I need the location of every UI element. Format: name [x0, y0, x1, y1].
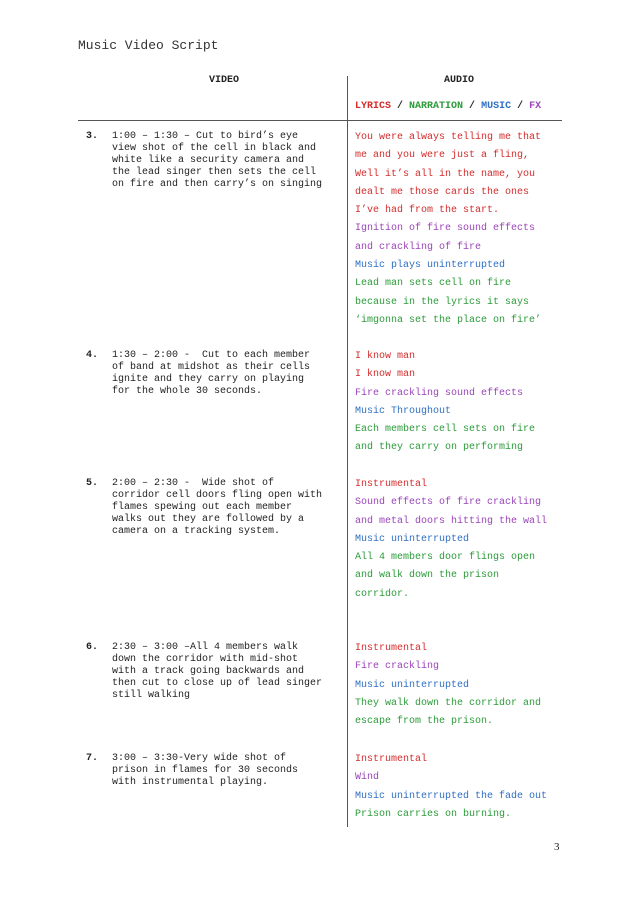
- audio-line-fx: Ignition of fire sound effects: [355, 223, 536, 235]
- document-title: Music Video Script: [78, 38, 219, 53]
- audio-color-legend: [355, 101, 541, 112]
- audio-line-fx: and metal doors hitting the wall: [355, 515, 548, 527]
- legend-part: /: [511, 101, 530, 112]
- row-number: 4.: [86, 350, 99, 361]
- audio-line-narration: Each members cell sets on fire: [355, 424, 536, 436]
- audio-lines: [355, 348, 565, 458]
- audio-line-narration: because in the lyrics it says: [355, 296, 530, 308]
- audio-line-fx: Fire crackling: [355, 661, 440, 673]
- legend-part: FX: [529, 101, 542, 112]
- audio-line-music: Music plays uninterrupted: [355, 260, 506, 272]
- page-number: 3: [554, 841, 560, 853]
- column-divider: [347, 76, 348, 827]
- audio-line-lyrics: I know man: [355, 369, 416, 381]
- audio-line-lyrics: I know man: [355, 351, 416, 362]
- legend-part: MUSIC: [481, 101, 512, 112]
- audio-line-lyrics: dealt me those cards the ones: [355, 186, 530, 198]
- audio-line-lyrics: me and you were just a fling,: [355, 150, 530, 162]
- audio-line-narration: and walk down the prison: [355, 570, 500, 582]
- audio-line-fx: Sound effects of fire crackling: [355, 497, 542, 509]
- audio-lines: [355, 640, 565, 731]
- audio-line-narration: ‘imgonna set the place on fire’: [355, 314, 542, 326]
- video-description: 1:30 – 2:00 - Cut to each member of band at midshot as their cells ignite and they carry on playing for the whole 30 seconds.: [112, 350, 311, 397]
- audio-lines: [355, 751, 565, 824]
- video-description: 3:00 – 3:30-Very wide shot of prison in flames for 30 seconds with instrumental playing.: [112, 753, 299, 788]
- audio-line-music: Music Throughout: [355, 405, 452, 417]
- audio-line-lyrics: You were always telling me that: [355, 132, 542, 143]
- audio-line-narration: and they carry on performing: [355, 442, 524, 454]
- video-description: 1:00 – 1:30 – Cut to bird’s eye view shot of the cell in black and white like a security camera and the lead singer then sets the cell on fire and then carry’s on singing: [112, 131, 323, 190]
- audio-line-lyrics: Well it’s all in the name, you: [355, 168, 536, 180]
- audio-line-lyrics: Instrumental: [355, 643, 428, 654]
- header-divider: [78, 120, 562, 121]
- audio-line-fx: Fire crackling sound effects: [355, 387, 524, 399]
- audio-line-lyrics: I’ve had from the start.: [355, 205, 500, 217]
- audio-column-header: AUDIO: [444, 75, 475, 86]
- legend-part: LYRICS: [355, 101, 392, 112]
- legend-part: /: [463, 101, 482, 112]
- audio-line-music: Music uninterrupted: [355, 679, 470, 691]
- audio-line-music: Music uninterrupted the fade out: [355, 790, 548, 802]
- audio-line-narration: All 4 members door flings open: [355, 552, 536, 564]
- row-number: 5.: [86, 478, 99, 489]
- audio-lines: [355, 129, 565, 330]
- audio-line-narration: escape from the prison.: [355, 716, 494, 728]
- legend-part: /: [391, 101, 410, 112]
- audio-line-fx: and crackling of fire: [355, 241, 482, 253]
- audio-line-lyrics: Instrumental: [355, 754, 428, 765]
- video-description: 2:00 – 2:30 - Wide shot of corridor cell doors fling open with flames spewing out each member walks out they are followed by a camera on a tracking system.: [112, 478, 323, 537]
- row-number: 7.: [86, 753, 99, 764]
- audio-line-music: Music uninterrupted: [355, 533, 470, 545]
- audio-line-narration: They walk down the corridor and: [355, 697, 542, 709]
- audio-line-fx: Wind: [355, 772, 380, 784]
- video-description: 2:30 – 3:00 –All 4 members walk down the corridor with mid-shot with a track going backwards and then cut to close up of lead singer still walking: [112, 642, 323, 701]
- audio-line-narration: Lead man sets cell on fire: [355, 278, 512, 290]
- audio-line-narration: Prison carries on burning.: [355, 808, 512, 820]
- row-number: 6.: [86, 642, 99, 653]
- audio-line-narration: corridor.: [355, 588, 410, 600]
- video-column-header: VIDEO: [209, 75, 240, 86]
- audio-lines: [355, 476, 565, 604]
- legend-part: NARRATION: [409, 101, 464, 112]
- row-number: 3.: [86, 131, 99, 142]
- audio-line-lyrics: Instrumental: [355, 479, 428, 490]
